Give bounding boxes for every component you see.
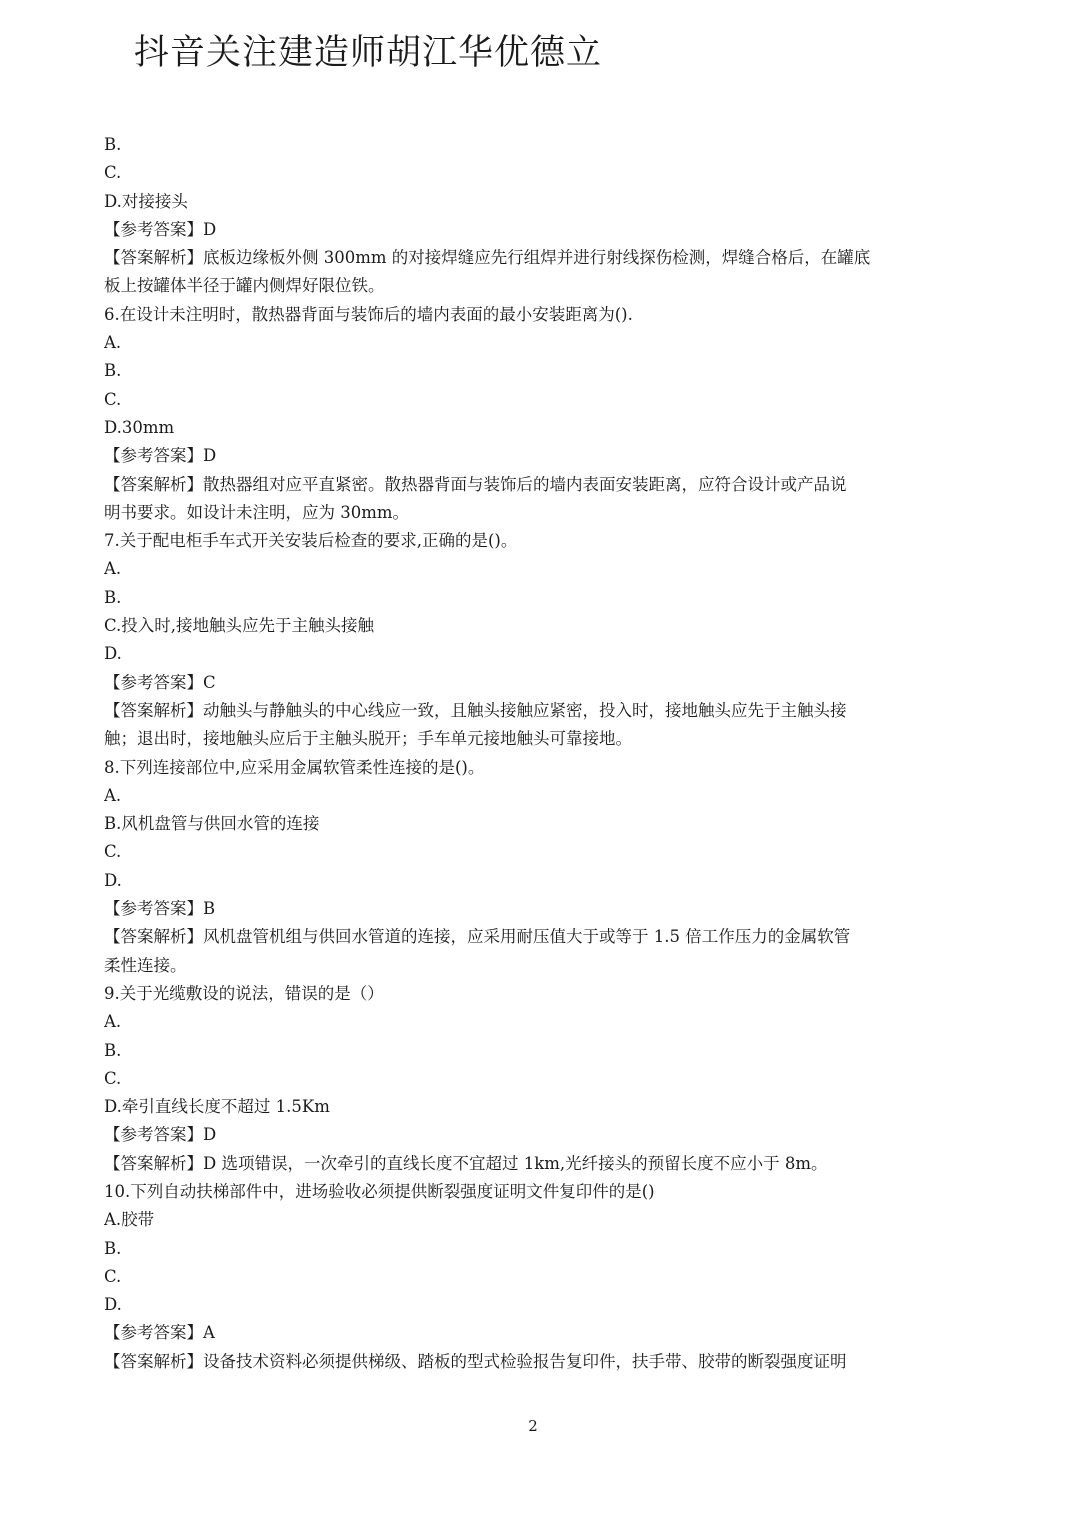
text-line: C.	[104, 163, 122, 183]
text-line: C.	[104, 842, 122, 862]
text-line: D.	[104, 870, 122, 890]
text-line: 【答案解析】风机盘管机组与供回水管道的连接，应采用耐压值大于或等于 1.5 倍工作压力的金属软管	[104, 927, 851, 947]
text-line: 【参考答案】D	[104, 446, 217, 466]
text-line: C.	[104, 1068, 122, 1088]
text-line: B.风机盘管与供回水管的连接	[104, 814, 320, 834]
text-line: 【答案解析】动触头与静触头的中心线应一致，且触头接触应紧密，投入时，接地触头应先于主触头接	[104, 700, 847, 720]
document-body	[104, 131, 974, 1376]
text-line: 【参考答案】B	[104, 899, 216, 919]
text-line: A.	[104, 333, 122, 353]
page-number: 2	[528, 1417, 538, 1435]
text-line: 【答案解析】设备技术资料必须提供梯级、踏板的型式检验报告复印件，扶手带、胶带的断裂强度证明	[104, 1351, 847, 1371]
text-line: A.	[104, 785, 122, 805]
text-line: D.30mm	[104, 417, 175, 437]
text-line: D.对接接头	[104, 191, 188, 211]
text-line: 【参考答案】D	[104, 1125, 217, 1145]
text-line: 【答案解析】散热器组对应平直紧密。散热器背面与装饰后的墙内表面安装距离，应符合设计或产品说	[104, 474, 847, 494]
text-line: 触；退出时，接地触头应后于主触头脱开；手车单元接地触头可靠接地。	[104, 729, 632, 749]
text-line: B.	[104, 361, 122, 381]
text-line: 明书要求。如设计未注明，应为 30mm。	[104, 502, 410, 522]
text-line: 【答案解析】D 选项错误，一次牵引的直线长度不宜超过 1km,光纤接头的预留长度不应小于 8m。	[104, 1153, 828, 1173]
text-line: B.	[104, 135, 122, 154]
text-line: 柔性连接。	[104, 955, 187, 975]
text-line: 【参考答案】D	[104, 219, 217, 239]
text-line: B.	[104, 587, 122, 607]
text-line: 8.下列连接部位中,应采用金属软管柔性连接的是()。	[104, 757, 485, 777]
text-line: 【参考答案】C	[104, 672, 216, 692]
text-line: A.胶带	[104, 1210, 155, 1230]
text-line: 6.在设计未注明时，散热器背面与装饰后的墙内表面的最小安装距离为().	[104, 304, 633, 324]
text-line: B.	[104, 1040, 122, 1060]
text-line: 【答案解析】底板边缘板外侧 300mm 的对接焊缝应先行组焊并进行射线探伤检测，焊缝合格后，在罐底	[104, 248, 871, 268]
text-line: B.	[104, 1238, 122, 1258]
text-line: 【参考答案】A	[104, 1323, 215, 1343]
text-line: C.	[104, 389, 122, 409]
text-line: C.	[104, 1266, 122, 1286]
text-line: 板上按罐体半径于罐内侧焊好限位铁。	[104, 276, 385, 296]
text-line: 7.关于配电柜手车式开关安装后检查的要求,正确的是()。	[104, 531, 518, 551]
text-line: D.	[104, 1295, 122, 1315]
text-line: 10.下列自动扶梯部件中，进场验收必须提供断裂强度证明文件复印件的是()	[104, 1181, 655, 1201]
page-header-title: 抖音关注建造师胡江华优德立	[134, 33, 603, 73]
text-line: D.	[104, 644, 122, 664]
text-line: 9.关于光缆敷设的说法，错误的是（）	[104, 983, 384, 1003]
text-line: A.	[104, 1012, 122, 1032]
text-line: A.	[104, 559, 122, 579]
text-line: C.投入时,接地触头应先于主触头接触	[104, 616, 375, 636]
text-line: D.牵引直线长度不超过 1.5Km	[104, 1097, 330, 1117]
